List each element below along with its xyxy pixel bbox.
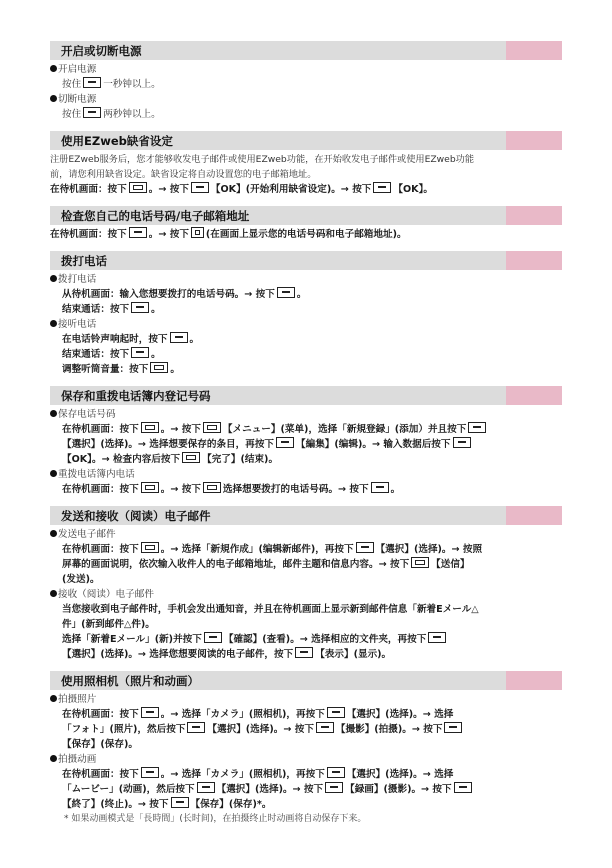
section-title: 拨打电话 (61, 254, 107, 268)
header-accent (506, 41, 562, 60)
step-text: 选择想要拨打的电话号码。→ 按下 (222, 484, 369, 495)
step-text: 结束通话：按下 (62, 349, 130, 360)
center-key-icon (276, 437, 294, 448)
bullet-icon (50, 410, 57, 417)
item-label: 接听电话 (58, 319, 97, 330)
center-key-icon (356, 542, 374, 553)
step-text: 【確認】(查看)。→ 选择相应的文件夹，再按下 (223, 634, 427, 645)
step-text: 在待机画面：按下 (62, 484, 139, 495)
address-key-icon (182, 452, 200, 463)
address-key-icon (141, 422, 159, 433)
bullet-icon (50, 530, 57, 537)
step-text: (在画面上显示您的电话号码和电子邮箱地址)。 (205, 229, 407, 240)
center-key-icon (444, 722, 462, 733)
step-text: 【送信】 (431, 559, 470, 570)
address-key-icon (141, 482, 159, 493)
item-label: 拍摄动画 (58, 754, 97, 765)
item-label: 开启电源 (58, 64, 97, 75)
center-key-icon (468, 422, 486, 433)
bullet-icon (50, 470, 57, 477)
step-text: 。→ 按下 (160, 424, 201, 435)
step-text: 【保存】(保存)*。 (190, 799, 272, 810)
item-label: 拨打电话 (58, 274, 97, 285)
description-line: 注册EZweb服务后，您才能够收发电子邮件或使用EZweb功能，在开始收发电子邮件或使用EZweb功能 (50, 154, 475, 165)
menu-key-icon (203, 422, 221, 433)
step-text: 在待机画面：按下 (62, 709, 139, 720)
step-text: 【撮影】(拍摄)。→ 按下 (335, 724, 443, 735)
step-text: 在待机画面：按下 (50, 229, 127, 240)
header-accent (506, 506, 562, 525)
bullet-icon (50, 95, 57, 102)
center-key-icon (197, 782, 215, 793)
step-text: 件」(新到邮件△件)。 (62, 619, 155, 630)
center-key-icon (204, 632, 222, 643)
step-text: 。→ 按下 (148, 229, 189, 240)
center-key-icon (453, 437, 471, 448)
step-text: 。 (390, 484, 401, 495)
mail-key-icon (411, 557, 429, 568)
step-text: 选择「新着Eメール」(新)并按下 (62, 634, 202, 645)
end-key-icon (131, 302, 149, 313)
step-text: 屏幕的画面说明，依次输入收件人的电子邮箱地址，邮件主题和信息内容。→ 按下 (62, 559, 410, 570)
center-key-icon (327, 707, 345, 718)
center-key-icon (129, 227, 147, 238)
step-text: 【録画】(摄影)。→ 按下 (345, 784, 452, 795)
bullet-icon (50, 320, 57, 327)
step-text: 在待机画面：按下 (62, 769, 139, 780)
item-label: 切断电源 (58, 94, 97, 105)
step-text: 。 (151, 304, 161, 315)
step-text: 结束通话：按下 (62, 304, 130, 315)
step-text: 【表示】(显示)。 (315, 649, 392, 660)
item-label: 发送电子邮件 (58, 529, 116, 540)
end-key-icon (83, 107, 101, 118)
step-text: 在待机画面：按下 (50, 184, 127, 195)
description-line: 前，请您利用缺省设定。缺省设定将自动设置您的电子邮箱地址。 (50, 169, 317, 180)
center-key-icon (141, 767, 159, 778)
step-text: 。→ 按下 (160, 484, 201, 495)
header-accent (506, 386, 562, 405)
step-text: 当您接收到电子邮件时，手机会发出通知音，并且在待机画面上显示新到邮件信息「新着Eメール△ (62, 604, 479, 615)
section-header-ezweb (50, 131, 562, 150)
section-title: 使用EZweb缺省设定 (61, 134, 173, 148)
center-key-icon (327, 767, 345, 778)
header-accent (506, 251, 562, 270)
step-text: 【選択】(选择)。→ 选择想要保存的条目，再按下 (62, 439, 275, 450)
section-header-mail (50, 506, 562, 525)
section-header-call (50, 251, 562, 270)
step-text: 【編集】(编辑)。→ 输入数据后按下 (296, 439, 451, 450)
header-accent (506, 671, 562, 690)
step-text: 【選択】(选择)。→ 选择 (346, 709, 454, 720)
step-text: (发送)。 (62, 574, 100, 585)
mail-key-icon (141, 542, 159, 553)
item-label: 接收（阅读）电子邮件 (58, 589, 154, 600)
call-key-icon (170, 332, 188, 343)
section-header-phonebook (50, 386, 562, 405)
call-key-icon (371, 482, 389, 493)
step-text: 。 (189, 334, 200, 345)
section-title: 发送和接收（阅读）电子邮件 (61, 509, 211, 523)
step-text: 。→ 选择「カメラ」(照相机)，再按下 (160, 709, 325, 720)
step-text: 【OK】(开始利用缺省设定)。→ 按下 (210, 184, 372, 195)
step-text: 【選択】(选择)。→ 选择您想要阅读的电子邮件，按下 (62, 649, 294, 660)
center-key-icon (171, 797, 189, 808)
center-key-icon (428, 632, 446, 643)
section-title: 开启或切断电源 (61, 44, 142, 58)
step-text: 【保存】(保存)。 (62, 739, 138, 750)
step-text: 【終了】(终止)。→ 按下 (62, 799, 169, 810)
step-text: 。→ 选择「カメラ」(照相机)，再按下 (160, 769, 325, 780)
step-text: 【完了】(结束)。 (202, 454, 279, 465)
step-text: 【OK】。 (393, 184, 433, 195)
step-text: 「ムービー」(动画)，然后按下 (62, 784, 195, 795)
item-label: 重拨电话簿内电话 (58, 469, 135, 480)
center-key-icon (373, 182, 391, 193)
header-accent (506, 131, 562, 150)
center-key-icon (141, 707, 159, 718)
step-text: 按住 (62, 109, 82, 120)
step-text: 。 (170, 364, 180, 375)
end-key-icon (83, 77, 101, 88)
center-key-icon (316, 722, 334, 733)
step-text: 按住 (62, 79, 82, 90)
center-key-icon (187, 722, 205, 733)
item-label: 拍摄照片 (58, 694, 97, 705)
step-text: 两秒钟以上。 (103, 109, 161, 120)
zero-key-icon (191, 227, 204, 238)
step-text: 一秒钟以上。 (103, 79, 161, 90)
end-key-icon (131, 347, 149, 358)
section-title: 使用照相机（照片和动画） (61, 674, 199, 688)
step-text: 【選択】(选择)。→ 按下 (216, 784, 324, 795)
center-key-icon (191, 182, 209, 193)
section-header-camera (50, 671, 562, 690)
step-text: 在待机画面：按下 (62, 544, 139, 555)
call-key-icon (277, 287, 295, 298)
item-label: 保存电话号码 (58, 409, 116, 420)
step-text: 【選択】(选择)。→ 按照 (375, 544, 483, 555)
footnote: * 如果动画模式是「長時間」(长时间)，在拍摄终止时动画将自动保存下来。 (64, 814, 367, 824)
step-text: 调整听筒音量：按下 (62, 364, 149, 375)
section-title: 保存和重拨电话簿内登记号码 (61, 389, 211, 403)
step-text: 「フォト」(照片)，然后按下 (62, 724, 186, 735)
step-text: 。 (151, 349, 161, 360)
step-text: 。→ 按下 (148, 184, 189, 195)
section-title: 检查您自己的电话号码/电子邮箱地址 (61, 209, 250, 223)
step-text: 在待机画面：按下 (62, 424, 139, 435)
step-text: 从待机画面：输入您想要拨打的电话号码。→ 按下 (62, 289, 275, 300)
step-text: 【選択】(选择)。→ 选择 (346, 769, 454, 780)
step-text: 【メニュー】(菜单)，选择「新規登録」(添加）并且按下 (222, 424, 467, 435)
bullet-icon (50, 275, 57, 282)
header-accent (506, 206, 562, 225)
page-content (50, 41, 562, 827)
section-header-power (50, 41, 562, 60)
cursor-key-icon (203, 482, 221, 493)
center-key-icon (325, 782, 343, 793)
step-text: 在电话铃声响起时，按下 (62, 334, 168, 345)
bullet-icon (50, 695, 57, 702)
section-header-check-number (50, 206, 562, 225)
step-text: 。 (296, 289, 307, 300)
step-text: 【OK】。→ 检查内容后按下 (62, 454, 181, 465)
bullet-icon (50, 65, 57, 72)
bullet-icon (50, 590, 57, 597)
step-text: 。→ 选择「新規作成」(编辑新邮件)，再按下 (160, 544, 354, 555)
volume-key-icon (150, 362, 168, 373)
bullet-icon (50, 755, 57, 762)
center-key-icon (454, 782, 472, 793)
center-key-icon (295, 647, 313, 658)
mail-key-icon (129, 182, 147, 193)
step-text: 【選択】(选择)。→ 按下 (207, 724, 314, 735)
